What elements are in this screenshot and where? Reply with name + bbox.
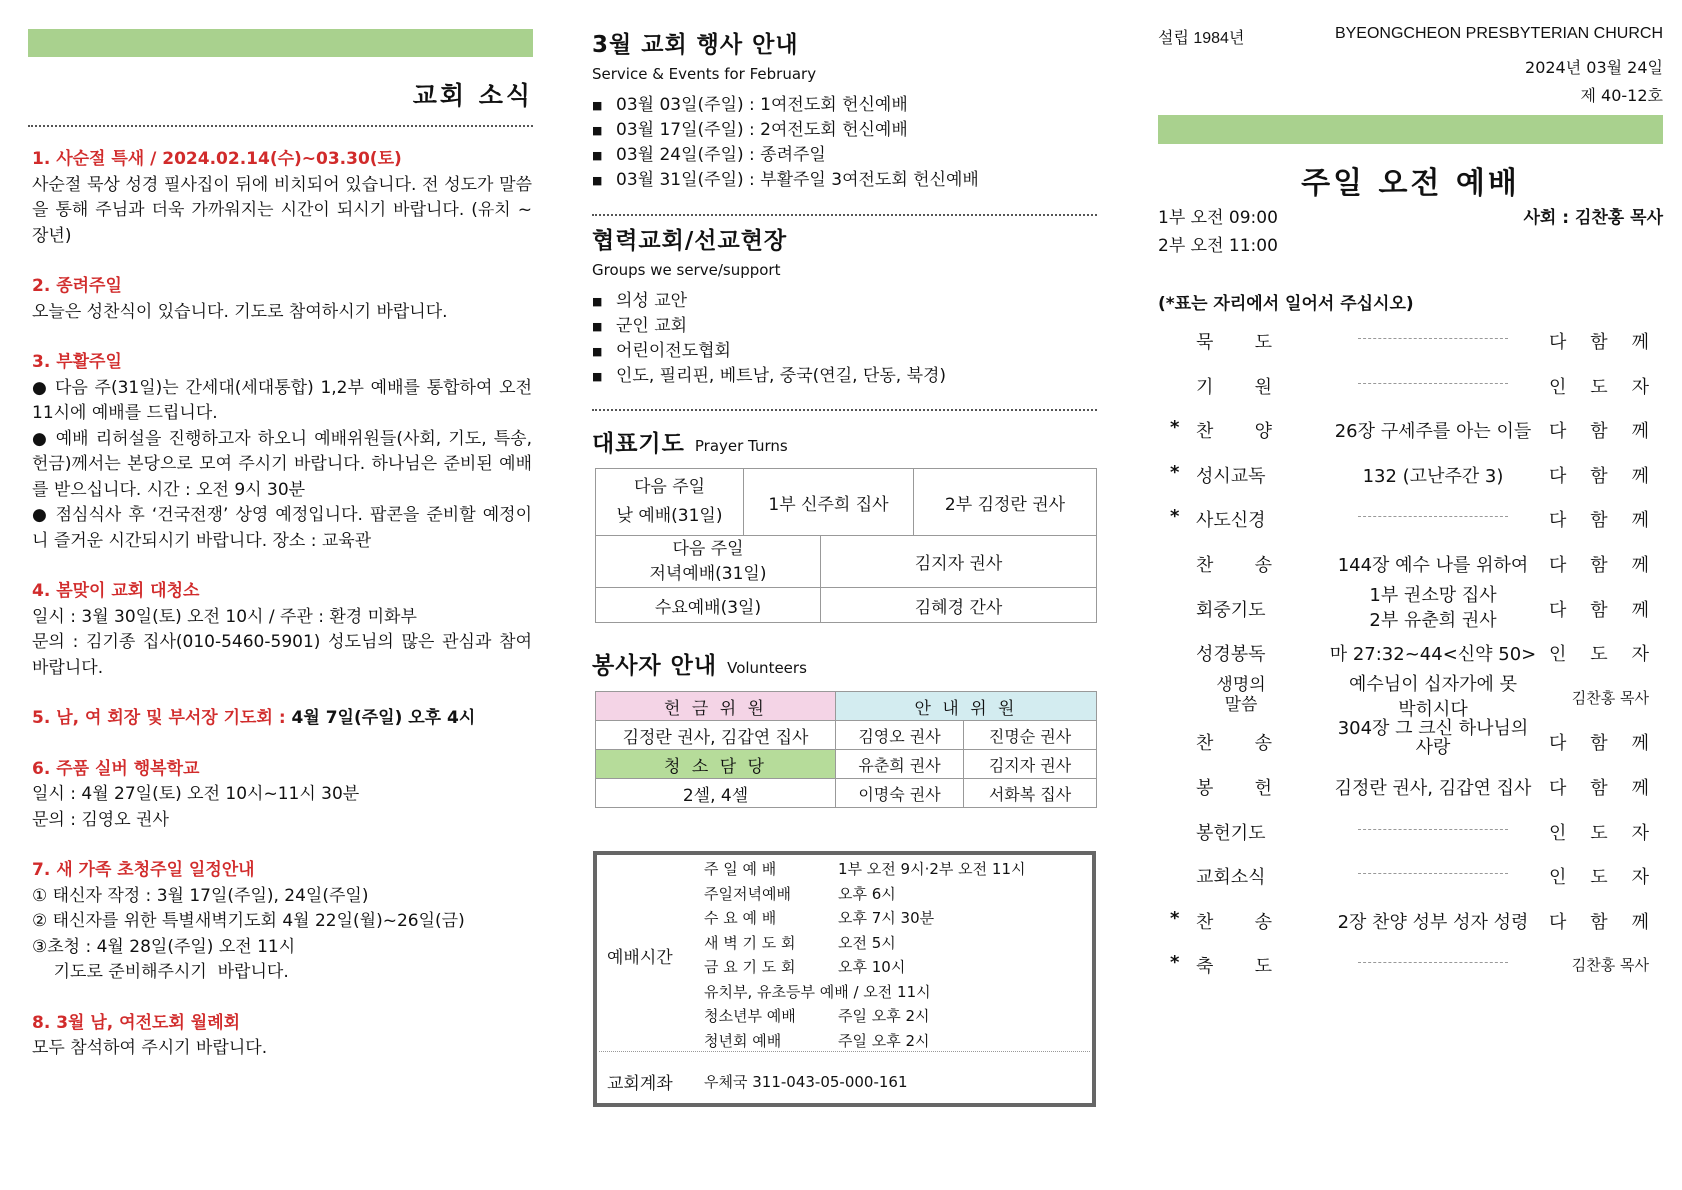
worship-item-leader: 인 도 자 bbox=[1549, 822, 1649, 844]
dashed-line bbox=[1358, 829, 1508, 830]
prayer-table bbox=[595, 468, 1097, 623]
news-line: 일시 : 4월 27일(토) 오전 10시~11시 30분 bbox=[32, 784, 360, 804]
usher-name: 서화복 집사 bbox=[964, 779, 1097, 808]
stand-marker: * bbox=[1170, 952, 1180, 974]
worship-item bbox=[1158, 854, 1663, 894]
news-line: ③초청 : 4월 28일(주일) 오전 11시 bbox=[32, 936, 296, 957]
worship-item-name: 사도신경 bbox=[1196, 510, 1266, 532]
worship-item-name: 묵 도 bbox=[1196, 332, 1272, 353]
worship-item-name: 성시교독 bbox=[1196, 465, 1266, 487]
prayer-title: 대표기도 bbox=[592, 431, 685, 457]
worship-item bbox=[1158, 584, 1663, 631]
news-heading: 6. 주품 실버 행복학교 bbox=[32, 758, 200, 779]
worship-item-name: 성경봉독 bbox=[1196, 644, 1266, 666]
prayer-subtitle: Prayer Turns bbox=[694, 437, 788, 455]
news-line: 오늘은 성찬식이 있습니다. 기도로 참여하시기 바랍니다. bbox=[32, 301, 448, 322]
divider bbox=[599, 1051, 1090, 1052]
worship-item bbox=[1158, 673, 1663, 720]
offering-header: 헌 금 위 원 bbox=[596, 692, 836, 721]
news-heading: 4. 봄맞이 교회 대청소 bbox=[32, 581, 200, 601]
worship-item-content: 마 27:32~44<신약 50> bbox=[1329, 644, 1537, 666]
worship-item-leader: 김찬홍 목사 bbox=[1571, 956, 1649, 975]
schedule-row bbox=[704, 906, 1084, 931]
usher-name: 김영오 권사 bbox=[836, 721, 964, 750]
news-heading: 5. 남, 여 회장 및 부서장 기도회 : 4월 7일(주일) 오후 4시 bbox=[32, 708, 476, 728]
missions-title: 협력교회/선교현장 bbox=[592, 228, 788, 254]
list-item: ■ 03월 17일(주일) : 2여전도회 헌신예배 bbox=[592, 118, 979, 143]
schedule-row bbox=[704, 955, 1084, 980]
volunteers-title: 봉사자 안내 bbox=[592, 653, 718, 679]
news-item bbox=[32, 350, 538, 554]
news-line: 모두 참석하여 주시기 바랍니다. bbox=[32, 1038, 268, 1058]
worship-item-content: 김정란 권사, 김갑연 집사 bbox=[1334, 778, 1532, 799]
bulletin-date: 2024년 03월 24일 bbox=[1525, 58, 1663, 77]
green-bar bbox=[1158, 115, 1663, 144]
news-item bbox=[32, 274, 532, 325]
news-heading: 2. 종려주일 bbox=[32, 276, 122, 296]
worship-item-content: 2장 찬양 성부 성자 성령 bbox=[1337, 911, 1529, 933]
news-heading: 8. 3월 남, 여전도회 월례회 bbox=[32, 1012, 241, 1033]
schedule-name: 청년회 예배 bbox=[704, 1031, 782, 1050]
news-heading: 1. 사순절 특새 / 2024.02.14(수)~03.30(토) bbox=[32, 149, 402, 169]
schedule-name: 주일저녁예배 bbox=[704, 884, 791, 903]
account-number: 우체국 311-043-05-000-161 bbox=[704, 1073, 908, 1091]
worship-item-leader: 다 함 께 bbox=[1549, 465, 1649, 487]
dashed-line bbox=[1358, 516, 1508, 517]
usher-name: 유춘희 권사 bbox=[836, 750, 964, 779]
dashed-line bbox=[1358, 962, 1508, 963]
worship-item-leader: 다 함 께 bbox=[1549, 510, 1649, 532]
issue-number: 제 40-12호 bbox=[1580, 86, 1663, 105]
news-line: 일시 : 3월 30일(토) 오전 10시 / 주관 : 환경 미화부 bbox=[32, 606, 417, 627]
news-line: 사순절 묵상 성경 필사집이 뒤에 비치되어 있습니다. 전 성도가 말씀을 통해 주님과 더욱 가까워지는 시간이 되시기 바랍니다. (유치 ~ 장년) bbox=[32, 174, 538, 246]
news-item bbox=[32, 757, 532, 834]
dashed-line bbox=[1358, 873, 1508, 874]
news-item bbox=[32, 579, 532, 681]
worship-item-leader: 인 도 자 bbox=[1549, 867, 1649, 889]
news-line: 기도로 준비해주시기 바랍니다. bbox=[32, 962, 289, 982]
schedule-label: 예배시간 bbox=[607, 948, 673, 968]
volunteers-subtitle: Volunteers bbox=[727, 659, 807, 677]
worship-item bbox=[1158, 631, 1663, 671]
list-item: ■ 군인 교회 bbox=[592, 314, 946, 339]
worship-item-name: 봉 헌 bbox=[1196, 778, 1272, 799]
worship-item bbox=[1158, 720, 1663, 760]
worship-item bbox=[1158, 408, 1663, 448]
usher-header: 안 내 위 원 bbox=[836, 692, 1097, 721]
stand-marker: * bbox=[1170, 461, 1180, 483]
list-item: ■ 03월 03일(주일) : 1여전도회 헌신예배 bbox=[592, 93, 979, 118]
list-item: ■ 03월 31일(주일) : 부활주일 3여전도회 헌신예배 bbox=[592, 168, 979, 193]
worship-item bbox=[1158, 943, 1663, 983]
worship-item bbox=[1158, 810, 1663, 850]
prayer-label: 수요예배(3일) bbox=[596, 588, 821, 622]
worship-item-content: 26장 구세주를 아는 이들 bbox=[1334, 421, 1532, 443]
worship-host: 사회 : 김찬홍 목사 bbox=[1523, 208, 1663, 228]
worship-item-name: 기 원 bbox=[1196, 376, 1272, 398]
schedule-time: 1부 오전 9시·2부 오전 11시 bbox=[838, 860, 1026, 878]
account-label: 교회계좌 bbox=[607, 1074, 673, 1094]
worship-item-name: 봉헌기도 bbox=[1196, 822, 1266, 844]
usher-name: 이명숙 권사 bbox=[836, 779, 964, 808]
divider bbox=[592, 214, 1097, 216]
list-item: ■ 의성 교안 bbox=[592, 289, 946, 314]
cleaning-header: 청 소 담 당 bbox=[596, 750, 836, 779]
worship-item-content: 1부 권소망 집사 2부 유춘희 권사 bbox=[1369, 584, 1497, 631]
worship-item bbox=[1158, 319, 1663, 359]
schedule-box bbox=[593, 851, 1096, 1107]
dashed-line bbox=[1358, 383, 1508, 384]
news-line: ② 태신자를 위한 특별새벽기도회 4월 22일(월)~26일(금) bbox=[32, 911, 465, 931]
events-subtitle: Service & Events for February bbox=[592, 65, 817, 83]
events-list bbox=[592, 93, 979, 193]
news-list bbox=[32, 147, 538, 1087]
worship-item bbox=[1158, 765, 1663, 805]
worship-item-name: 생명의 말씀 bbox=[1216, 674, 1266, 715]
worship-item-content: 예수님이 십자가에 못 박히시다 bbox=[1349, 673, 1517, 720]
founded: 설립 1984년 bbox=[1158, 30, 1245, 47]
worship-item-leader: 인 도 자 bbox=[1549, 376, 1649, 398]
prayer-cell: 1부 신주희 집사 bbox=[744, 469, 914, 535]
schedule-row bbox=[704, 931, 1084, 956]
worship-item-leader: 인 도 자 bbox=[1549, 644, 1649, 666]
worship-item bbox=[1158, 497, 1663, 537]
volunteers-table bbox=[595, 691, 1097, 808]
worship-item-name: 찬 송 bbox=[1196, 911, 1272, 933]
schedule-row bbox=[704, 1029, 1084, 1054]
worship-item-leader: 다 함 께 bbox=[1549, 599, 1649, 621]
offering-names: 김정란 권사, 김갑연 집사 bbox=[596, 721, 836, 750]
green-bar bbox=[28, 29, 533, 57]
worship-item-content: 304장 그 크신 하나님의 사랑 bbox=[1337, 718, 1529, 759]
usher-name: 김지자 권사 bbox=[964, 750, 1097, 779]
prayer-cell: 김혜경 간사 bbox=[914, 597, 1003, 618]
news-line: ● 다음 주(31일)는 간세대(세대통합) 1,2부 예배를 통합하여 오전 11시에 예배를 드립니다. bbox=[32, 377, 538, 423]
schedule-row bbox=[704, 882, 1084, 907]
stand-marker: * bbox=[1170, 506, 1180, 528]
stand-marker: * bbox=[1170, 907, 1180, 929]
schedule-name: 청소년부 예배 bbox=[704, 1007, 796, 1025]
worship-item-name: 축 도 bbox=[1196, 956, 1272, 978]
worship-item-leader: 다 함 께 bbox=[1549, 911, 1649, 933]
prayer-label: 다음 주일 저녁예배(31일) bbox=[596, 536, 821, 587]
worship-item-leader: 김찬홍 목사 bbox=[1571, 688, 1649, 707]
news-line: ● 예배 리허설을 진행하고자 하오니 예배위원들(사회, 기도, 특송, 헌금)께서는 본당으로 모여 주시기 바랍니다. 하나님은 준비된 예배를 받으십니다. 시간 : 오전 9시 30분 bbox=[32, 428, 538, 500]
list-item: ■ 인도, 필리핀, 베트남, 중국(연길, 단동, 북경) bbox=[592, 364, 946, 389]
news-item bbox=[32, 1011, 532, 1062]
schedule-time: 주일 오후 2시 bbox=[838, 1007, 930, 1025]
prayer-label: 다음 주일 낮 예배(31일) bbox=[596, 469, 744, 536]
schedule-name: 주 일 예 배 bbox=[704, 860, 777, 878]
dashed-line bbox=[1358, 338, 1508, 339]
news-heading: 3. 부활주일 bbox=[32, 352, 122, 372]
worship-item-name: 찬 송 bbox=[1196, 555, 1272, 576]
worship-item-leader: 다 함 께 bbox=[1549, 332, 1649, 353]
events-section bbox=[592, 26, 979, 193]
worship-item bbox=[1158, 364, 1663, 404]
news-item bbox=[32, 858, 532, 986]
schedule-row bbox=[704, 857, 1084, 882]
prayer-heading bbox=[592, 425, 788, 458]
stand-note: (*표는 자리에서 일어서 주십시오) bbox=[1158, 294, 1414, 314]
prayer-cell: 2부 김정란 권사 bbox=[944, 494, 1066, 515]
schedule-time: 주일 오후 2시 bbox=[838, 1031, 930, 1050]
missions-subtitle: Groups we serve/support bbox=[592, 261, 781, 279]
cleaning-cells: 2셀, 4셀 bbox=[596, 779, 836, 808]
news-title: 교회 소식 bbox=[412, 81, 533, 110]
schedule-name: 금 요 기 도 회 bbox=[704, 958, 796, 976]
worship-item bbox=[1158, 899, 1663, 939]
schedule-time: 오후 6시 bbox=[838, 884, 896, 903]
schedule-time: 오전 5시 bbox=[838, 933, 896, 952]
schedule-list bbox=[704, 857, 1084, 1053]
news-line: 문의 : 김영오 권사 bbox=[32, 809, 169, 830]
worship-item-leader: 다 함 께 bbox=[1549, 555, 1649, 576]
schedule-row bbox=[704, 980, 1084, 1005]
news-heading: 7. 새 가족 초청주일 일정안내 bbox=[32, 860, 255, 880]
schedule-time: 오후 10시 bbox=[838, 958, 906, 976]
schedule-name: 새 벽 기 도 회 bbox=[704, 933, 796, 952]
worship-time-2: 2부 오전 11:00 bbox=[1158, 236, 1278, 256]
worship-item-name: 교회소식 bbox=[1196, 867, 1266, 889]
worship-item-name: 찬 양 bbox=[1196, 421, 1272, 443]
usher-name: 진명순 권사 bbox=[964, 721, 1097, 750]
events-title: 3월 교회 행사 안내 bbox=[592, 32, 799, 58]
prayer-cell: 김지자 권사 bbox=[914, 554, 1003, 574]
schedule-row bbox=[704, 1004, 1084, 1029]
schedule-name: 유치부, 유초등부 예배 / 오전 11시 bbox=[704, 982, 931, 1001]
worship-time-1: 1부 오전 09:00 bbox=[1158, 208, 1278, 228]
divider bbox=[28, 125, 533, 127]
missions-section bbox=[592, 222, 946, 389]
list-item: ■ 03월 24일(주일) : 종려주일 bbox=[592, 143, 979, 168]
worship-title: 주일 오전 예배 bbox=[1301, 166, 1520, 201]
church-name: BYEONGCHEON PRESBYTERIAN CHURCH bbox=[1334, 25, 1663, 42]
worship-item-content: 132 (고난주간 3) bbox=[1362, 465, 1504, 487]
worship-item-content: 144장 예수 나를 위하여 bbox=[1337, 555, 1529, 576]
volunteers-heading bbox=[592, 647, 807, 680]
news-line: 문의 : 김기종 집사(010-5460-5901) 성도님의 많은 관심과 참여바랍니다. bbox=[32, 632, 532, 678]
news-line: ① 태신자 작정 : 3월 17일(주일), 24일(주일) bbox=[32, 885, 369, 906]
church-header bbox=[1158, 25, 1663, 48]
worship-item-name: 회중기도 bbox=[1196, 599, 1266, 621]
worship-item bbox=[1158, 453, 1663, 493]
schedule-time: 오후 7시 30분 bbox=[838, 909, 935, 927]
list-item: ■ 어린이전도협회 bbox=[592, 339, 946, 364]
divider bbox=[592, 409, 1097, 411]
worship-item bbox=[1158, 542, 1663, 582]
stand-marker: * bbox=[1170, 417, 1180, 439]
news-item bbox=[32, 706, 532, 732]
missions-list bbox=[592, 289, 946, 389]
worship-item-name: 찬 송 bbox=[1196, 733, 1272, 755]
worship-item-leader: 다 함 께 bbox=[1549, 421, 1649, 443]
worship-item-leader: 다 함 께 bbox=[1549, 733, 1649, 755]
worship-item-leader: 다 함 께 bbox=[1549, 778, 1649, 799]
news-item bbox=[32, 147, 538, 249]
news-line: ● 점심식사 후 ‘건국전쟁’ 상영 예정입니다. 팝콘을 준비할 예정이니 즐거운 시간되시기 바랍니다. 장소 : 교육관 bbox=[32, 505, 532, 551]
schedule-name: 수 요 예 배 bbox=[704, 909, 777, 927]
